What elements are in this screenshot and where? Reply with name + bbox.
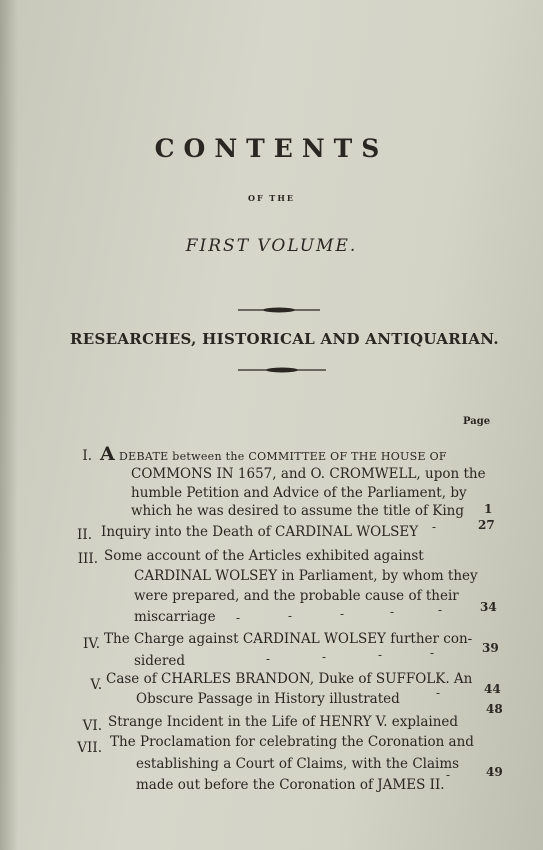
entry-line: Obscure Passage in History illustrated — [136, 691, 400, 707]
leader-dash: - — [438, 603, 443, 617]
entry-line: The Proclamation for celebrating the Coronation and — [110, 734, 474, 750]
volume-title: FIRST VOLUME. — [185, 236, 358, 256]
leader-dash: - — [378, 648, 383, 662]
entry-line: Case of CHARLES BRANDON, Duke of SUFFOLK. An — [106, 671, 473, 687]
entry-number: I. — [82, 448, 92, 464]
entry-line: CARDINAL WOLSEY in Parliament, by whom they — [134, 568, 478, 584]
entry-number: IV. — [82, 636, 100, 652]
ornamental-rule-top — [238, 306, 320, 314]
entry-line: humble Petition and Advice of the Parliament, by — [131, 485, 467, 501]
entry-page: 49 — [486, 765, 503, 779]
leader-dash: - — [340, 607, 345, 621]
leader-dash: - — [390, 605, 395, 619]
entry-line: A DEBATE between the COMMITTEE OF THE HOUSE OF — [100, 443, 447, 465]
page-column-label: Page — [463, 416, 491, 427]
entry-line: were prepared, and the probable cause of their — [134, 588, 459, 604]
entry-line: Strange Incident in the Life of HENRY V. explained — [108, 714, 459, 730]
entry-page: 27 — [478, 518, 495, 532]
leader-dash: - — [446, 768, 451, 782]
leader-dash: - — [432, 520, 437, 534]
section-heading: RESEARCHES, HISTORICAL AND ANTIQUARIAN. — [70, 330, 499, 348]
entry-page: 1 — [484, 502, 493, 516]
leader-dash: - — [236, 611, 241, 625]
entry-page: 34 — [480, 600, 497, 614]
leader-dash: - — [436, 686, 441, 700]
entry-number: II. — [77, 527, 92, 543]
spine-shadow — [0, 0, 18, 850]
entry-page: 48 — [486, 702, 503, 716]
entry-number: III. — [77, 551, 98, 567]
entry-page: 39 — [482, 641, 499, 655]
entry-line: The Charge against CARDINAL WOLSEY further con- — [104, 631, 473, 647]
entry-number: VI. — [82, 718, 102, 734]
entry-line: miscarriage — [134, 609, 216, 625]
of-the-label: OF THE — [247, 193, 296, 203]
entry-line: sidered — [134, 653, 185, 669]
entry-number: V. — [90, 677, 102, 693]
leader-dash: - — [322, 650, 327, 664]
entry-line: Some account of the Articles exhibited against — [104, 548, 424, 564]
ornamental-rule-bottom — [238, 366, 326, 374]
entry-line: Inquiry into the Death of CARDINAL WOLSEY — [101, 524, 419, 540]
entry-line: establishing a Court of Claims, with the Claims — [136, 756, 460, 772]
entry-page: 44 — [484, 682, 501, 696]
entry-line: made out before the Coronation of JAMES II. — [136, 777, 445, 793]
leader-dash: - — [430, 646, 435, 660]
entry-line: which he was desired to assume the title of King — [131, 503, 465, 519]
entry-line: COMMONS IN 1657, and O. CROMWELL, upon the — [131, 466, 486, 482]
leader-dash: - — [266, 652, 271, 666]
leader-dash: - — [288, 609, 293, 623]
entry-number: VII. — [77, 740, 102, 756]
page-title: CONTENTS — [154, 134, 389, 163]
